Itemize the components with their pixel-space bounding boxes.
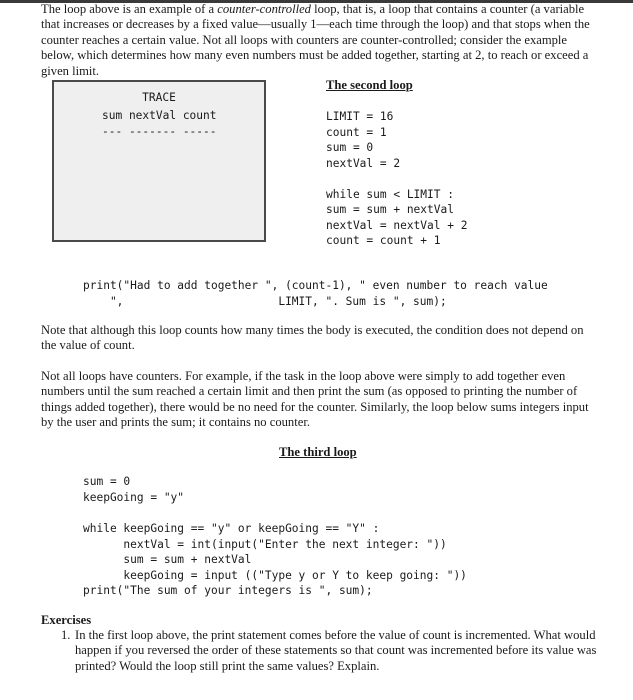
trace-box	[52, 80, 266, 242]
print-statement: print("Had to add together ", (count-1), " even number to reach value ", LIMIT, ". Sum is ", sum);	[83, 279, 548, 308]
intro-emphasis: counter-controlled	[217, 2, 311, 16]
exercise-text: In the first loop above, the print statement comes before the value of count is incremented. What would happen if you reversed the order of these statements so that count was incremented before its value was printed? Would the loop still print the same values? Explain.	[75, 628, 597, 673]
trace-header: sum nextVal count	[102, 109, 217, 122]
second-loop-title: The second loop	[326, 78, 413, 92]
exercise-number: 1.	[61, 628, 71, 642]
trace-dashes: --- ------- -----	[102, 125, 217, 138]
intro-paragraph	[41, 2, 601, 79]
second-loop-code: LIMIT = 16 count = 1 sum = 0 nextVal = 2 while sum < LIMIT : sum = sum + nextVal nextVal = nextVal + 2 count = count + 1	[326, 110, 468, 247]
note-paragraph-1: Note that although this loop counts how many times the body is executed, the condition does not depend on the value of count.	[41, 323, 584, 353]
trace-title: TRACE	[142, 91, 176, 104]
exercise-item	[61, 628, 601, 674]
third-loop-while-code: while keepGoing == "y" or keepGoing == "Y" : nextVal = int(input("Enter the next integer: ")) sum = sum + nextVal keepGoing = input (("Type y or Y to keep going: ")) print("The sum of your integers is ", sum);	[83, 522, 467, 597]
exercises-heading: Exercises	[41, 613, 92, 627]
third-loop-title: The third loop	[279, 445, 357, 459]
third-loop-init-code: sum = 0 keepGoing = "y"	[83, 475, 185, 504]
intro-text-after: loop, that is, a loop that contains a counter (a variable that increases or decreases by a fixed value—usually 1—each time through the loop) and that stops when the counter reaches a certain value. Not all loops with counters are counter-controlled; consider the example below, which determines how many even numbers must be added together, starting at 2, to reach or exceed a given limit.	[41, 2, 590, 78]
note-paragraph-2: Not all loops have counters. For example, if the task in the loop above were simply to add together even numbers until the sum reached a certain limit and then print the sum (as opposed to printing the number of things added together), there would be no need for the counter. Similarly, the loop below sums integers input by the user and prints the sum; it contains no counter.	[41, 369, 589, 430]
intro-text-before: The loop above is an example of a	[41, 2, 218, 16]
